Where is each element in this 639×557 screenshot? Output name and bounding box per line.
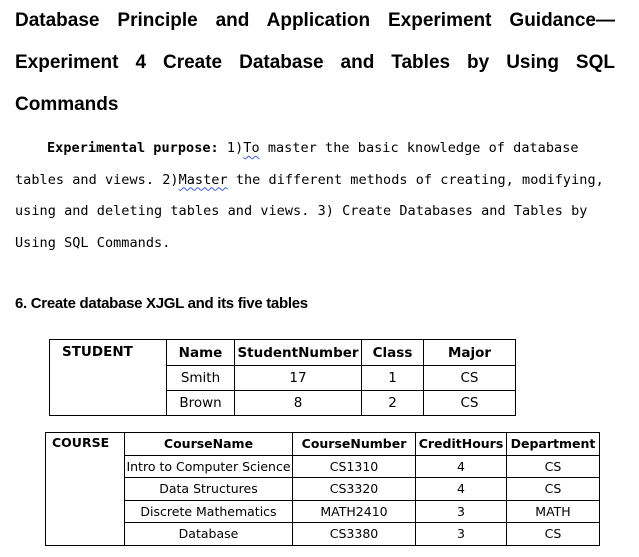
table-cell: MATH2410 (293, 500, 416, 523)
table-cell: CS1310 (293, 455, 416, 478)
column-header: StudentNumber (235, 340, 362, 366)
column-header: Department (507, 433, 600, 456)
table-cell: 2 (362, 391, 424, 416)
table-cell: Brown (167, 391, 235, 416)
purpose-paragraph (15, 133, 604, 259)
table-cell: 8 (235, 391, 362, 416)
column-header: Name (167, 340, 235, 366)
document-title (15, 0, 615, 126)
table-header-row (46, 433, 600, 456)
purpose-line-2 (15, 165, 604, 197)
table-row (46, 478, 600, 501)
table-cell: Smith (167, 366, 235, 391)
purpose-text: master the basic knowledge of database (259, 140, 579, 156)
spellcheck-word: To (243, 140, 260, 156)
table-cell: Discrete Mathematics (125, 500, 293, 523)
table-label: STUDENT (50, 340, 167, 416)
table-cell: CS (507, 523, 600, 546)
column-header: CourseName (125, 433, 293, 456)
table-cell: MATH (507, 500, 600, 523)
table-cell: Database (125, 523, 293, 546)
table-row (46, 455, 600, 478)
table-row (46, 523, 600, 546)
purpose-line-1 (15, 133, 579, 165)
table-cell: Intro to Computer Science (125, 455, 293, 478)
table-cell: Data Structures (125, 478, 293, 501)
purpose-line-3: using and deleting tables and views. 3) Create Databases and Tables by (15, 203, 588, 219)
purpose-text: the different methods of creating, modifying, (227, 171, 604, 188)
title-line-3: Commands (15, 94, 119, 115)
column-header: Class (362, 340, 424, 366)
table-cell: CS (424, 366, 516, 391)
purpose-text: tables and views. 2) (15, 171, 179, 188)
table-cell: 17 (235, 366, 362, 391)
table-cell: CS3320 (293, 478, 416, 501)
section-heading: 6. Create database XJGL and its five tables (15, 295, 308, 312)
table-label: COURSE (46, 433, 125, 546)
title-line-1: Database Principle and Application Experiment Guidance— (15, 10, 615, 31)
title-line-2: Experiment 4 Create Database and Tables by Using SQL (15, 52, 615, 73)
student-table (49, 339, 516, 416)
table-cell: CS3380 (293, 523, 416, 546)
purpose-line-4: Using SQL Commands. (15, 234, 171, 251)
table-cell: 1 (362, 366, 424, 391)
purpose-text: 1) (218, 140, 244, 156)
table-cell: CS (507, 478, 600, 501)
table-cell: 4 (416, 455, 507, 478)
table-cell: CS (424, 391, 516, 416)
purpose-label: Experimental purpose: (47, 140, 219, 156)
column-header: CourseNumber (293, 433, 416, 456)
table-cell: CS (507, 455, 600, 478)
table-cell: 3 (416, 523, 507, 546)
table-row (46, 500, 600, 523)
table-cell: 4 (416, 478, 507, 501)
table-header-row (50, 340, 516, 366)
table-cell: 3 (416, 500, 507, 523)
column-header: CreditHours (416, 433, 507, 456)
spellcheck-word: Master (178, 171, 228, 188)
course-table (45, 432, 600, 546)
column-header: Major (424, 340, 516, 366)
